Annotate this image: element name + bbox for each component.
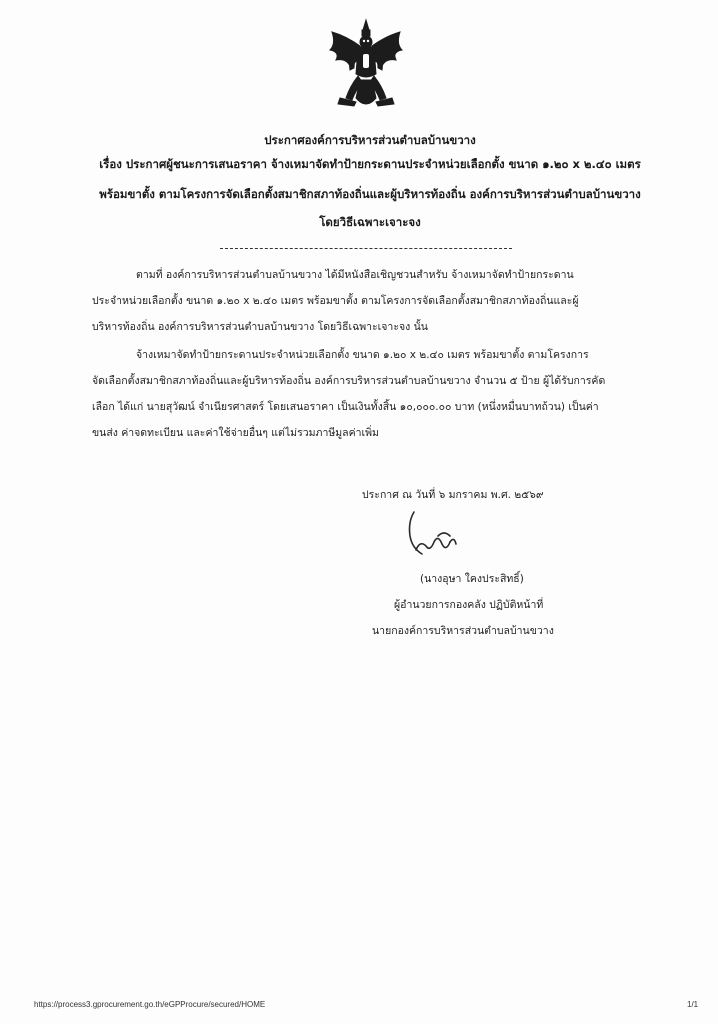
paragraph-2-line: จัดเลือกตั้งสมาชิกสภาท้องถิ่นและผู้บริหารท้องถิ่น องค์การบริหารส่วนตำบลบ้านขวาง จำนวน ๕ ป้าย ผู้ได้รับการคัด [92, 375, 606, 387]
paragraph-1-line: ตามที่ องค์การบริหารส่วนตำบลบ้านขวาง ได้มีหนังสือเชิญชวนสำหรับ จ้างเหมาจัดทำป้ายกระดาน [136, 269, 574, 281]
paragraph-2-line: จ้างเหมาจัดทำป้ายกระดานประจำหน่วยเลือกตั้ง ขนาด ๑.๒๐ x ๒.๔๐ เมตร พร้อมขาตั้ง ตามโครงการ [136, 349, 589, 361]
body-paragraph-2 [92, 342, 652, 446]
paragraph-1-line: บริหารท้องถิ่น องค์การบริหารส่วนตำบลบ้านขวาง โดยวิธีเฉพาะเจาะจง นั้น [92, 321, 428, 333]
handwritten-signature [400, 508, 472, 572]
header-divider [220, 248, 512, 249]
footer-page-number: 1/1 [687, 1000, 699, 1009]
body-paragraph-1 [92, 262, 652, 340]
signer-position-2: นายกองค์การบริหารส่วนตำบลบ้านขวาง [372, 625, 554, 637]
announcement-org-title: ประกาศองค์การบริหารส่วนตำบลบ้านขวาง [264, 133, 476, 147]
paragraph-2-line: เลือก ได้แก่ นายสุวัฒน์ จำเนียรศาสตร์ โดยเสนอราคา เป็นเงินทั้งสิ้น ๑๐,๐๐๐.๐๐ บาท (หนึ่งหมื่นบาทถ้วน) เป็นค่า [92, 401, 599, 413]
announcement-subject-line-2: พร้อมขาตั้ง ตามโครงการจัดเลือกตั้งสมาชิกสภาท้องถิ่นและผู้บริหารท้องถิ่น องค์การบริหารส่วนตำบลบ้านขวาง [99, 187, 641, 201]
paragraph-1-line: ประจำหน่วยเลือกตั้ง ขนาด ๑.๒๐ x ๒.๔๐ เมตร พร้อมขาตั้ง ตามโครงการจัดเลือกตั้งสมาชิกสภาท้องถิ่นและผู้ [92, 295, 579, 307]
announcement-subject-line-1: เรื่อง ประกาศผู้ชนะการเสนอราคา จ้างเหมาจัดทำป้ายกระดานประจำหน่วยเลือกตั้ง ขนาด ๑.๒๐ x ๒.๔๐ เมตร [99, 157, 641, 171]
signer-position-1: ผู้อำนวยการกองคลัง ปฏิบัติหน้าที่ [394, 599, 544, 611]
paragraph-2-line: ขนส่ง ค่าจดทะเบียน และค่าใช้จ่ายอื่นๆ แต่ไม่รวมภาษีมูลค่าเพิ่ม [92, 427, 379, 439]
announcement-subject-line-3: โดยวิธีเฉพาะเจาะจง [319, 215, 421, 229]
announcement-date: ประกาศ ณ วันที่ ๖ มกราคม พ.ศ. ๒๕๖๙ [362, 489, 544, 501]
garuda-emblem-icon [326, 18, 406, 114]
signer-name: (นางอุษา ใคงประสิทธิ์) [420, 573, 524, 585]
footer-url: https://process3.gprocurement.go.th/eGPProcure/secured/HOME [34, 1000, 266, 1009]
